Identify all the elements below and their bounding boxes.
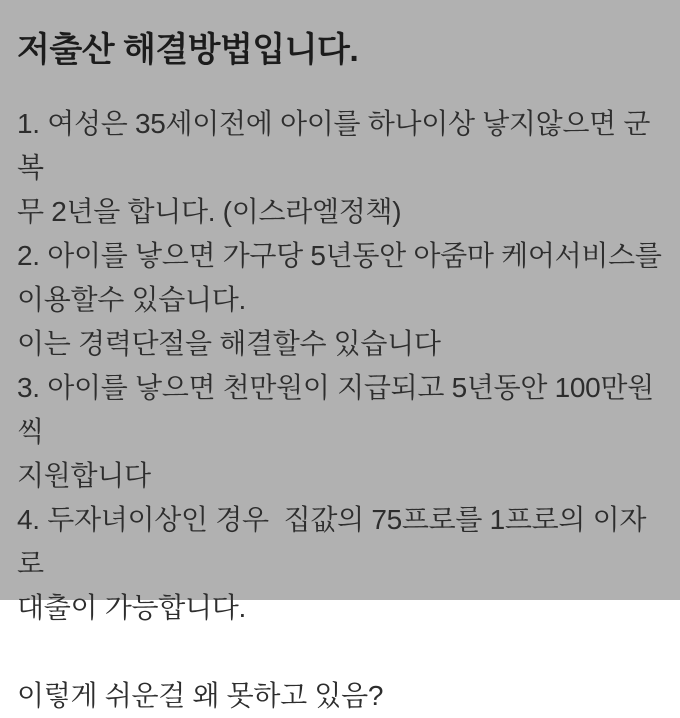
post-body bbox=[17, 102, 670, 718]
body-line-6: 3. 아이를 낳으면 천만원이 지급되고 5년동안 100만원씩 bbox=[17, 372, 654, 447]
body-line-8: 4. 두자녀이상인 경우 집값의 75프로를 1프로의 이자로 bbox=[17, 504, 647, 579]
body-line-7: 지원합니다 bbox=[17, 460, 151, 491]
body-line-3: 2. 아이를 낳으면 가구당 5년동안 아줌마 케어서비스를 bbox=[17, 240, 662, 271]
post-title: 저출산 해결방법입니다. bbox=[17, 31, 359, 69]
body-line-9: 대출이 가능합니다. bbox=[17, 592, 246, 623]
body-line-1: 1. 여성은 35세이전에 아이를 하나이상 낳지않으면 군복 bbox=[17, 108, 651, 183]
body-line-4: 이용할수 있습니다. bbox=[17, 284, 246, 315]
body-line-5: 이는 경력단절을 해결할수 있습니다 bbox=[17, 328, 441, 359]
body-blank-line bbox=[17, 630, 670, 674]
body-line-2: 무 2년을 합니다. (이스라엘정책) bbox=[17, 196, 402, 227]
body-line-11: 이렇게 쉬운걸 왜 못하고 있음? bbox=[17, 680, 384, 711]
